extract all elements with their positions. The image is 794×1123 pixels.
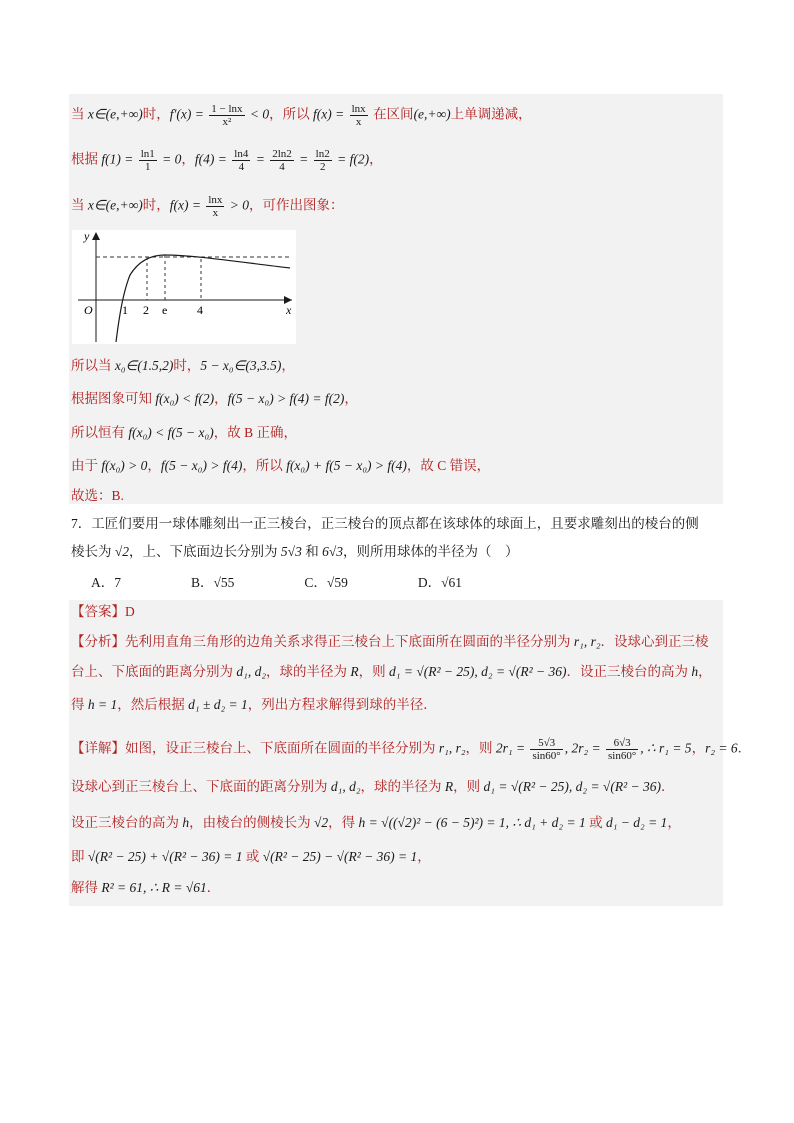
graph-svg: [72, 230, 296, 344]
function-graph: [72, 230, 296, 344]
text-run: ，所以: [242, 458, 287, 473]
fraction: [606, 737, 638, 762]
curve-lnx-over-x: [116, 255, 290, 342]
math-expression: R: [350, 664, 359, 679]
math-expression: f(1) =: [101, 151, 137, 167]
text-run: ，则: [465, 740, 496, 756]
tick-label-4: 4: [197, 303, 203, 317]
text-run: 时，: [142, 106, 170, 122]
text-run: ，: [281, 358, 295, 373]
math-expression: d₁ = √(R² − 25), d₂ = √(R² − 36): [483, 779, 661, 794]
fraction-numerator: 5√3: [530, 737, 562, 750]
math-expression: d₁, d₂: [236, 664, 267, 679]
fraction-denominator: 1: [145, 161, 151, 173]
text-run: ，球的半径为: [266, 664, 351, 679]
tick-label-1: 1: [122, 303, 128, 317]
math-expression: < 0: [246, 106, 270, 122]
math-expression: , ∴ r₁ = 5: [640, 740, 692, 756]
math-expression: h = 1: [87, 697, 118, 712]
text-line-l9: [71, 515, 699, 533]
math-expression: r₁, r₂: [438, 740, 466, 756]
math-expression: f(x₀) < f(2): [155, 391, 215, 406]
math-expression: 2r₁ =: [495, 740, 529, 756]
text-run: ，: [691, 740, 706, 756]
x-axis-label: x: [286, 303, 292, 317]
text-run: B．√55: [191, 575, 235, 590]
text-run: 即: [71, 849, 88, 864]
text-run: ．: [660, 779, 675, 794]
math-expression: =: [252, 151, 269, 167]
fraction: [314, 148, 332, 173]
text-run: 根据: [71, 151, 102, 167]
math-expression: d₁ − d₂ = 1: [605, 815, 668, 830]
text-line-l6: [71, 424, 297, 442]
math-expression: f(x) =: [313, 106, 348, 122]
math-expression: R² = 61, ∴ R = √61: [101, 880, 207, 895]
text-run: 所以当: [71, 358, 115, 373]
text-run: ，故 C 错误，: [406, 458, 491, 473]
text-run: 设正三棱台的高为: [71, 815, 183, 830]
math-expression: h: [691, 664, 699, 679]
tick-label-e: e: [162, 303, 168, 317]
text-line-l13: [71, 633, 709, 651]
math-expression: √2: [114, 544, 130, 559]
math-expression: √(R² − 25) − √(R² − 36) = 1: [262, 849, 418, 864]
math-expression: x₀∈(1.5,2): [114, 358, 174, 373]
text-run: ，: [667, 815, 681, 830]
text-run: ，: [698, 664, 712, 679]
text-line-l19: [71, 848, 431, 866]
math-expression: f(5 − x₀) > f(4): [160, 458, 243, 473]
text-run: D．√61: [417, 575, 463, 590]
math-expression: f(4) =: [194, 151, 231, 167]
text-run: ．: [737, 740, 752, 756]
text-run: ，则: [358, 664, 390, 679]
text-run: 上单调递减，: [450, 106, 532, 122]
text-line-l7: [71, 457, 490, 475]
y-axis-arrow: [92, 232, 100, 240]
text-run: ．设正三棱台的高为: [566, 664, 692, 679]
text-line-l12: [71, 603, 135, 621]
math-expression: d₁ ± d₂ = 1: [188, 697, 248, 712]
math-expression: 5 − x₀∈(3,3.5): [200, 358, 282, 373]
text-run: ，则所用球体的半径为（ ）: [343, 544, 519, 559]
text-run: ，: [181, 151, 195, 167]
text-run: ，上、下底面边长分别为: [129, 544, 281, 559]
text-run: 故选：B.: [71, 488, 124, 503]
text-line-l14: [71, 663, 712, 681]
fraction-denominator: x: [355, 116, 362, 128]
text-line-l2: [71, 148, 383, 173]
math-expression: f(5 − x₀) > f(4) = f(2): [227, 391, 345, 406]
math-expression: h: [182, 815, 190, 830]
fraction: [530, 737, 562, 762]
fraction-numerator: 6√3: [606, 737, 638, 750]
math-expression: h = √((√2)² − (6 − 5)²) = 1, ∴ d₁ + d₂ = 1: [358, 815, 586, 830]
text-line-l17: [71, 778, 674, 796]
text-line-l3: [71, 194, 344, 219]
math-expression: f(x₀) < f(5 − x₀): [128, 425, 214, 440]
math-expression: > 0: [226, 197, 249, 213]
math-expression: √(R² − 25) + √(R² − 36) = 1: [87, 849, 243, 864]
text-run: ，: [214, 391, 228, 406]
fraction: [209, 103, 244, 128]
text-run: 得: [71, 697, 88, 712]
math-expression: (e,+∞): [413, 106, 451, 122]
text-run: ，: [344, 391, 358, 406]
text-run: A．7: [91, 575, 121, 590]
text-run: 时，: [173, 358, 201, 373]
text-run: ．设球心到正三棱: [600, 634, 709, 649]
text-line-l8: [71, 487, 124, 505]
text-run: ，由棱台的侧棱长为: [189, 815, 314, 830]
fraction-denominator: 2: [319, 161, 326, 173]
text-run: ，所以: [269, 106, 314, 122]
math-expression: x∈(e,+∞): [87, 197, 143, 213]
text-run: 当: [71, 106, 88, 122]
math-expression: = f(2): [333, 151, 370, 167]
text-line-l1: [71, 103, 532, 128]
origin-label: O: [84, 303, 93, 317]
text-line-l5: [71, 390, 358, 408]
text-line-l15: [71, 696, 437, 714]
text-run: ，得: [328, 815, 359, 830]
fraction: [232, 148, 250, 173]
text-run: 解得: [71, 880, 102, 895]
math-expression: d₁, d₂: [330, 779, 361, 794]
text-run: ．: [206, 880, 221, 895]
fraction-denominator: x: [212, 207, 219, 219]
math-expression: x∈(e,+∞): [87, 106, 143, 122]
text-run: 所以恒有: [71, 425, 129, 440]
text-run: ，: [417, 849, 431, 864]
text-run: 时，: [142, 197, 170, 213]
math-expression: 5√3: [280, 544, 302, 559]
text-run: ，球的半径为: [360, 779, 445, 794]
text-run: ，则: [453, 779, 484, 794]
fraction-denominator: x²: [222, 116, 232, 128]
text-run: 在区间: [369, 106, 414, 122]
text-run: 设球心到正三棱台上、下底面的距离分别为: [71, 779, 331, 794]
fraction: [350, 103, 368, 128]
fraction: [206, 194, 224, 219]
text-line-l16: [71, 737, 751, 762]
text-run: 或: [585, 815, 606, 830]
text-run: 【分析】先利用直角三角形的边角关系求得正三棱台上下底面所在圆面的半径分别为: [71, 634, 574, 649]
y-axis-label: y: [84, 230, 90, 243]
math-expression: √2: [314, 815, 329, 830]
text-line-l4: [71, 357, 295, 375]
math-expression: f′(x) =: [169, 106, 208, 122]
text-run: 棱长为: [71, 544, 115, 559]
text-run: 台上、下底面的距离分别为: [71, 664, 237, 679]
math-expression: f(x₀) + f(5 − x₀) > f(4): [286, 458, 407, 473]
text-run: ，故 B 正确，: [213, 425, 297, 440]
fraction-denominator: 4: [279, 161, 285, 173]
text-run: 由于: [71, 458, 102, 473]
text-run: ，: [369, 151, 383, 167]
text-run: 和: [301, 544, 323, 559]
text-run: ，然后根据: [117, 697, 189, 712]
text-line-l10: [71, 543, 519, 561]
text-run: 当: [71, 197, 88, 213]
text-run: 根据图象可知: [71, 391, 156, 406]
fraction-numerator: ln4: [234, 148, 249, 160]
fraction-numerator: 1 − lnx: [211, 103, 243, 115]
fraction-numerator: ln1: [140, 148, 155, 160]
math-expression: r₂ = 6: [705, 740, 738, 756]
text-run: 【答案】D: [71, 604, 135, 619]
math-expression: 6√3: [322, 544, 344, 559]
math-expression: R: [444, 779, 454, 794]
fraction-numerator: 2ln2: [272, 148, 292, 160]
math-expression: r₁, r₂: [573, 634, 601, 649]
text-run: ，: [147, 458, 161, 473]
text-run: 7．工匠们要用一球体雕刻出一正三棱台，正三棱台的顶点都在该球体的球面上，且要求雕刻出的棱台的侧: [71, 516, 699, 531]
math-expression: f(x) =: [169, 197, 205, 213]
fraction-denominator: 4: [238, 161, 245, 173]
fraction-numerator: lnx: [208, 194, 223, 206]
text-run: ，可作出图象：: [249, 197, 344, 213]
math-expression: =: [295, 151, 312, 167]
text-run: ，列出方程求解得到球的半径．: [247, 697, 437, 712]
fraction-denominator: sin60°: [608, 750, 637, 762]
text-run: 【详解】如图，设正三棱台上、下底面所在圆面的半径分别为: [71, 740, 439, 756]
fraction: [270, 148, 294, 173]
fraction-numerator: lnx: [351, 103, 366, 115]
text-line-l11: [71, 574, 462, 592]
fraction-denominator: sin60°: [532, 750, 561, 762]
math-expression: f(x₀) > 0: [101, 458, 148, 473]
text-run: C．√59: [304, 575, 348, 590]
text-line-l20: [71, 879, 220, 897]
fraction: [139, 148, 157, 173]
math-expression: d₁ = √(R² − 25), d₂ = √(R² − 36): [389, 664, 567, 679]
tick-label-2: 2: [143, 303, 149, 317]
fraction-numerator: ln2: [315, 148, 330, 160]
math-expression: , 2r₂ =: [564, 740, 605, 756]
text-run: 或: [242, 849, 263, 864]
text-line-l18: [71, 814, 681, 832]
math-expression: = 0: [158, 151, 182, 167]
